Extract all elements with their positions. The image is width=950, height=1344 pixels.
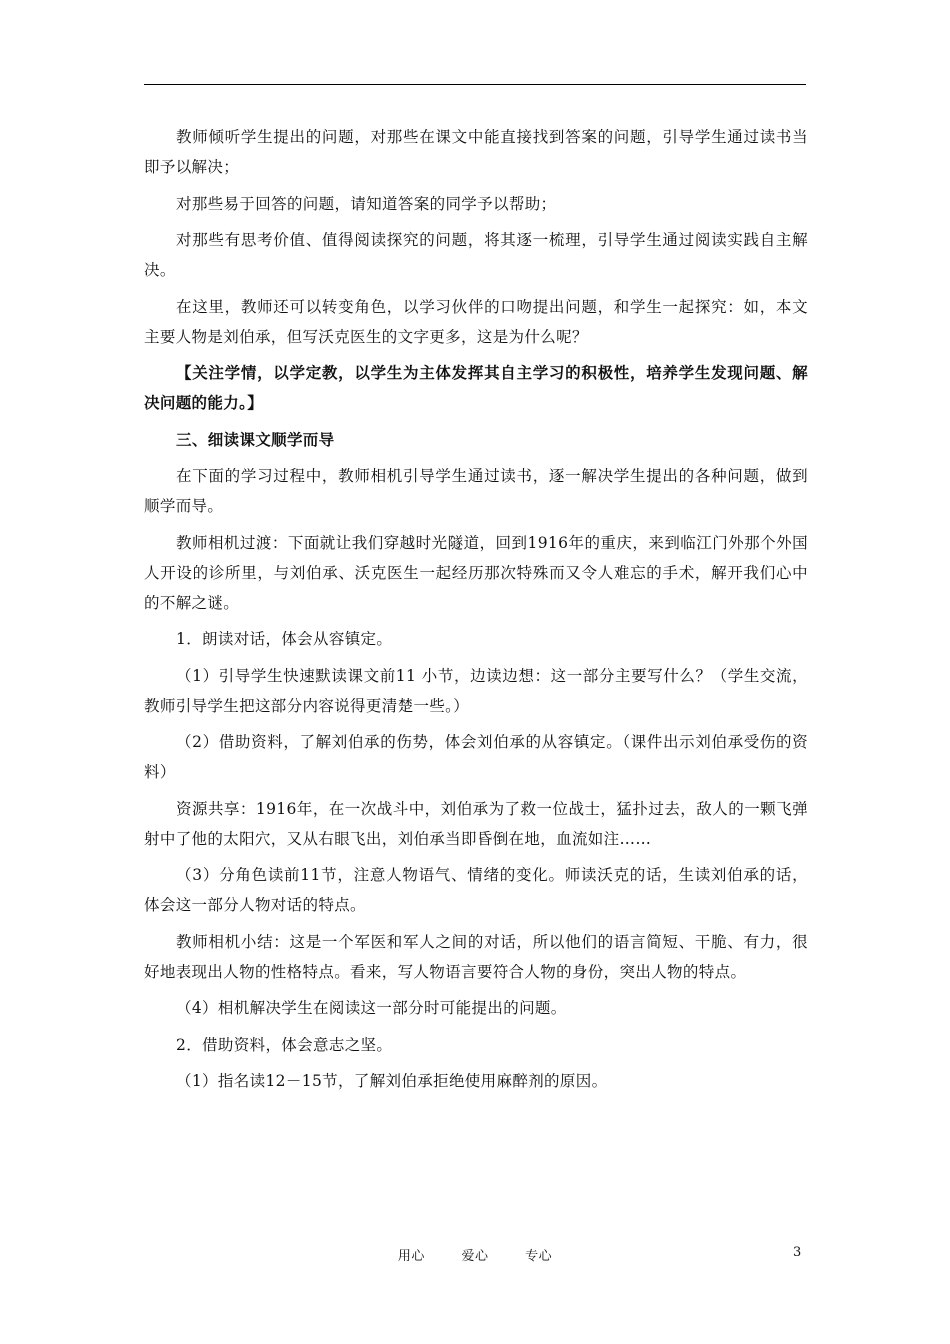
paragraph-16: 2．借助资料，体会意志之坚。 <box>176 1035 393 1054</box>
document-body <box>144 122 808 1103</box>
paragraph-14: 教师相机小结：这是一个军医和军人之间的对话，所以他们的语言简短、干脆、有力，很好地表现出人物的性格特点。看来，写人物语言要符合人物的身份，突出人物的特点。 <box>144 932 808 981</box>
paragraph-12: 资源共享：1916年，在一次战斗中，刘伯承为了救一位战士，猛扑过去，敌人的一颗飞弹射中了他的太阳穴，又从右眼飞出，刘伯承当即昏倒在地，血流如注…… <box>144 799 808 848</box>
paragraph-13: （3）分角色读前11节，注意人物语气、情绪的变化。师读沃克的话，生读刘伯承的话，体会这一部分人物对话的特点。 <box>144 866 808 914</box>
paragraph-15: （4）相机解决学生在阅读这一部分时可能提出的问题。 <box>176 999 567 1017</box>
page-number: 3 <box>793 1245 802 1260</box>
paragraph-9: 1．朗读对话，体会从容镇定。 <box>176 630 393 648</box>
paragraph-8: 教师相机过渡：下面就让我们穿越时光隧道，回到1916年的重庆，来到临江门外那个外国人开设的诊所里，与刘伯承、沃克医生一起经历那次特殊而又令人难忘的手术，解开我们心中的不解之谜。 <box>144 533 808 612</box>
paragraph-1: 教师倾听学生提出的问题，对那些在课文中能直接找到答案的问题，引导学生通过读书当即予以解决； <box>144 128 808 176</box>
paragraph-17: （1）指名读12－15节，了解刘伯承拒绝使用麻醉剂的原因。 <box>176 1072 608 1090</box>
paragraph-3: 对那些有思考价值、值得阅读探究的问题，将其逐一梳理，引导学生通过阅读实践自主解决。 <box>144 231 808 279</box>
paragraph-2: 对那些易于回答的问题，请知道答案的同学予以帮助； <box>176 194 557 213</box>
paragraph-7: 在下面的学习过程中，教师相机引导学生通过读书，逐一解决学生提出的各种问题，做到顺学而导。 <box>144 467 808 515</box>
paragraph-10: （1）引导学生快速默读课文前11 小节，边读边想：这一部分主要写什么？（学生交流，教师引导学生把这部分内容说得更清楚一些。） <box>144 666 808 715</box>
paragraph-11: （2）借助资料，了解刘伯承的伤势，体会刘伯承的从容镇定。（课件出示刘伯承受伤的资料） <box>144 733 808 781</box>
paragraph-4: 在这里，教师还可以转变角色，以学习伙伴的口吻提出问题，和学生一起探究：如，本文主要人物是刘伯承，但写沃克医生的文字更多，这是为什么呢？ <box>144 297 808 346</box>
header-rule <box>144 84 806 85</box>
footer-word-1: 用心 <box>397 1249 425 1264</box>
note-paragraph: 【关注学情，以学定教，以学生为主体发挥其自主学习的积极性，培养学生发现问题、解决问题的能力。】 <box>144 363 808 412</box>
footer-motto <box>300 1245 650 1264</box>
section-heading: 三、细读课文顺学而导 <box>176 429 335 449</box>
footer-word-3: 专心 <box>525 1249 553 1264</box>
footer-word-2: 爱心 <box>461 1249 489 1264</box>
